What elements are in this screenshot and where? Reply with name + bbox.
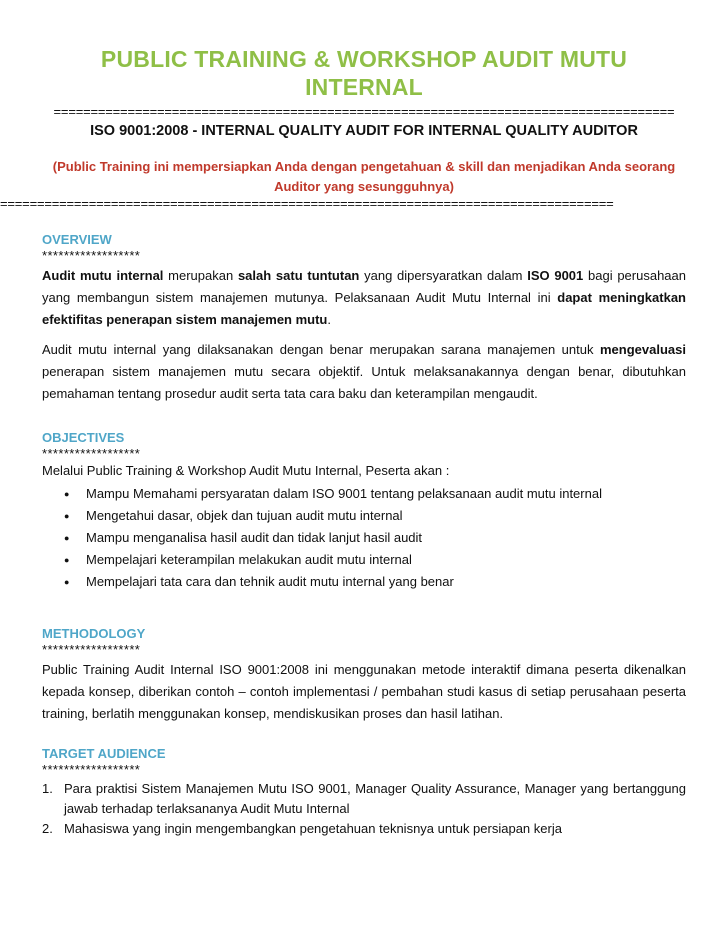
objectives-heading: OBJECTIVES [42, 430, 125, 445]
overview-p1-bold-3: ISO 9001 [527, 268, 584, 283]
target-audience-item [42, 779, 686, 819]
intro-note: (Public Training ini mempersiapkan Anda dengan pengetahuan & skill dan menjadikan Anda seorang Auditor yang sesungguhnya) [52, 159, 676, 194]
document-title: PUBLIC TRAINING & WORKSHOP AUDIT MUTU INTERNAL [100, 46, 628, 100]
item-number: 1. [42, 781, 53, 796]
objectives-list-item: ● Mempelajari keterampilan melakukan audit mutu internal [56, 549, 686, 571]
item-text: Mahasiswa yang ingin mengembangkan pengetahuan teknisnya untuk persiapan kerja [64, 821, 562, 836]
overview-p2-text-2: penerapan sistem manajemen mutu secara objektif. Untuk melaksanakannya dengan benar, dibutuhkan pemahaman tentang prosedur audit serta tata cara baku dan keterampilan mengaudit. [42, 364, 686, 401]
objectives-list-item: ● Mampu menganalisa hasil audit dan tidak lanjut hasil audit [56, 527, 686, 549]
overview-p1-bold-2: salah satu tuntutan [237, 268, 360, 283]
methodology-stars: ****************** [42, 642, 141, 657]
overview-paragraph-2 [42, 339, 686, 405]
overview-p2-text-1: Audit mutu internal yang dilaksanakan dengan benar merupakan sarana manajemen untuk [42, 342, 600, 357]
objectives-list-item: ● Mengetahui dasar, objek dan tujuan audit mutu internal [56, 505, 686, 527]
overview-heading: OVERVIEW [42, 232, 112, 247]
title-divider: ==================================================================================== [53, 105, 675, 119]
item-text: Para praktisi Sistem Manajemen Mutu ISO 9001, Manager Quality Assurance, Manager yang bertanggung jawab terhadap terlaksananya Audit Mutu Internal [64, 781, 686, 816]
overview-p1-text-3: bagi perusahaan yang membangun sistem manajemen mutunya. Pelaksanaan Audit Mutu Internal ini [42, 268, 686, 305]
methodology-heading: METHODOLOGY [42, 626, 146, 641]
objectives-stars: ****************** [42, 446, 141, 461]
target-audience-list [42, 779, 686, 839]
overview-p1-bold-1: Audit mutu internal [42, 268, 164, 283]
objectives-list [42, 483, 686, 593]
target-audience-stars: ****************** [42, 762, 141, 777]
intro-divider: =================================================================================== [0, 197, 614, 211]
objectives-list-item: ● Mampu Memahami persyaratan dalam ISO 9001 tentang pelaksanaan audit mutu internal [56, 483, 686, 505]
overview-p1-text-1: merupakan [163, 268, 238, 283]
objectives-list-item: ● Mempelajari tata cara dan tehnik audit mutu internal yang benar [56, 571, 686, 593]
overview-paragraph-1 [42, 265, 686, 331]
target-audience-item [42, 819, 686, 839]
overview-stars: ****************** [42, 248, 141, 263]
overview-p1-text-4: . [327, 312, 331, 327]
item-number: 2. [42, 821, 53, 836]
objectives-lead: Melalui Public Training & Workshop Audit Mutu Internal, Peserta akan : [42, 463, 450, 478]
overview-p1-text-2: yang dipersyaratkan dalam [359, 268, 528, 283]
overview-p1-bold-4: dapat meningkatkan efektifitas penerapan sistem manajemen mutu [42, 290, 686, 327]
target-audience-heading: TARGET AUDIENCE [42, 746, 166, 761]
methodology-paragraph: Public Training Audit Internal ISO 9001:2008 ini menggunakan metode interaktif dimana peserta dikenalkan kepada konsep, diberikan contoh – contoh implementasi / pembahan studi kasus di setiap perusahaan peserta training, berlatih menggunakan konsep, mendiskusikan proses dan hasil latihan. [42, 662, 686, 721]
document-subtitle: ISO 9001:2008 - INTERNAL QUALITY AUDIT FOR INTERNAL QUALITY AUDITOR [90, 123, 638, 139]
overview-p2-bold-1: mengevaluasi [600, 342, 686, 357]
